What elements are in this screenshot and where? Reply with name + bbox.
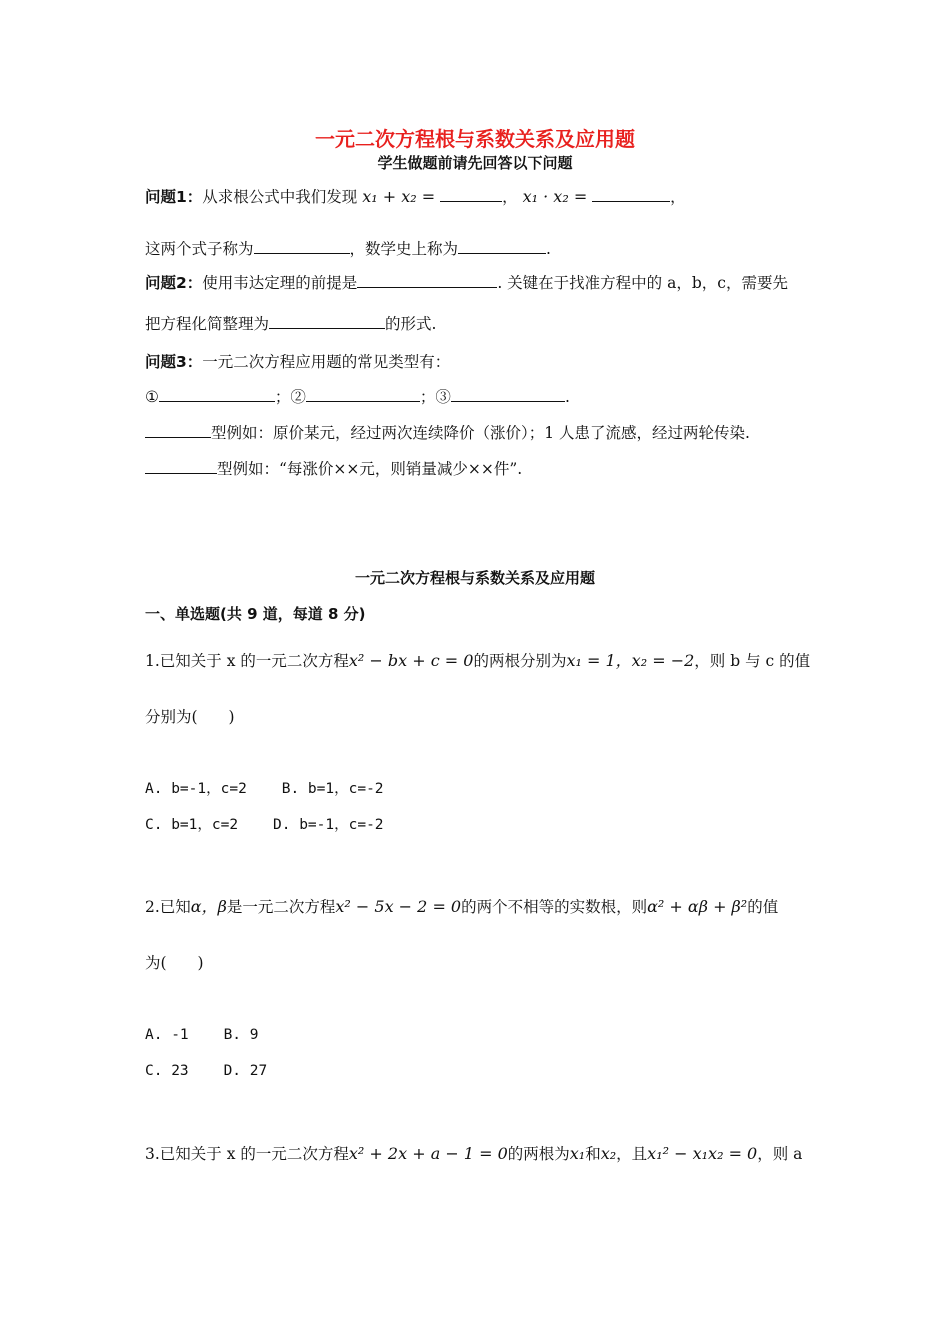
question-2-line-2: [145, 313, 436, 335]
question-3-label: 问题3：: [145, 353, 203, 371]
problem-1-line-2: 分别为( ): [145, 708, 235, 726]
question-2-text: 的形式.: [385, 315, 437, 333]
problem-3-equation: x² + 2x + a − 1 = 0: [348, 1144, 508, 1163]
problem-2-line-1: [145, 896, 778, 918]
problem-2-variables: α，β: [190, 897, 227, 916]
option-d[interactable]: D. 27: [223, 1063, 268, 1079]
question-3-line-1: [145, 351, 450, 373]
blank-type-name-1[interactable]: [145, 423, 211, 438]
option-a[interactable]: A. b=-1，c=2: [145, 781, 247, 797]
option-b[interactable]: B. b=1，c=-2: [281, 781, 384, 797]
problem-2-text: 的两个不相等的实数根，则: [461, 898, 648, 916]
problem-3-condition: x₁² − x₁x₂ = 0: [647, 1144, 758, 1163]
product-expression: x₁ · x₂ =: [522, 187, 588, 206]
period: .: [546, 240, 551, 258]
blank-type-3[interactable]: [451, 387, 565, 402]
circled-1: ①: [145, 388, 159, 406]
root-x2: x₂: [600, 1144, 617, 1163]
blank-sum[interactable]: [440, 187, 502, 202]
problem-1-text: 1.已知关于 x 的一元二次方程: [145, 652, 349, 670]
question-1-line-2: [145, 238, 551, 260]
period: .: [564, 388, 570, 406]
problem-3-text: 和: [585, 1145, 601, 1163]
question-3-choices: [145, 386, 570, 408]
problem-2-expression: α² + αβ + β²: [647, 897, 748, 916]
question-3-text: 一元二次方程应用题的常见类型有：: [202, 353, 451, 371]
blank-premise[interactable]: [357, 273, 497, 288]
question-1-label: 问题1：: [145, 188, 203, 206]
problem-3-line-1: [145, 1143, 802, 1165]
page-subtitle: 学生做题前请先回答以下问题: [377, 154, 573, 172]
page-title: 一元二次方程根与系数关系及应用题: [315, 127, 635, 151]
option-b[interactable]: B. 9: [223, 1027, 259, 1043]
problem-1-roots: x₁ = 1，x₂ = −2: [566, 651, 695, 670]
section-title: 一元二次方程根与系数关系及应用题: [354, 569, 595, 587]
problem-2-equation: x² − 5x − 2 = 0: [335, 897, 462, 916]
problem-2-text: 2.已知: [145, 898, 191, 916]
option-c[interactable]: C. b=1，c=2: [145, 817, 239, 833]
circled-3: ；③: [419, 388, 451, 406]
question-2-text: . 关键在于找准方程中的 a，b，c，需要先: [497, 274, 788, 292]
question-1-text: 从求根公式中我们发现: [202, 188, 358, 206]
comma: ，: [670, 188, 686, 206]
question-3-type-1: [145, 422, 750, 444]
blank-history-name[interactable]: [458, 239, 546, 254]
problem-1-options-row-2: [145, 814, 384, 836]
problem-3-text: 的两根为: [507, 1145, 570, 1163]
circled-2: ；②: [274, 388, 306, 406]
question-3-type-2: [145, 458, 522, 480]
root-x1: x₁: [569, 1144, 586, 1163]
option-a[interactable]: A. -1: [145, 1027, 189, 1043]
problem-2-text: 是一元二次方程: [226, 898, 336, 916]
problem-2-options-row-1: [145, 1024, 259, 1046]
problem-3-text: 3.已知关于 x 的一元二次方程: [145, 1145, 349, 1163]
problem-1-equation: x² − bx + c = 0: [348, 651, 474, 670]
problem-1-options-row-1: [145, 778, 384, 800]
option-d[interactable]: D. b=-1，c=-2: [273, 817, 384, 833]
blank-type-1[interactable]: [159, 387, 275, 402]
type-example-1: 型例如：原价某元，经过两次连续降价（涨价）；1 人患了流感，经过两轮传染.: [211, 424, 750, 442]
problem-2-options-row-2: [145, 1060, 267, 1082]
question-2-line-1: [145, 272, 788, 294]
question-1-text: ，数学史上称为: [349, 240, 459, 258]
section-heading: 一、单选题(共 9 道，每道 8 分): [145, 605, 366, 623]
blank-type-2[interactable]: [306, 387, 420, 402]
blank-formula-name[interactable]: [254, 239, 350, 254]
blank-standard-form[interactable]: [269, 314, 385, 329]
question-1-line-1: [145, 186, 686, 208]
comma: ，: [502, 188, 518, 206]
option-c[interactable]: C. 23: [145, 1063, 189, 1079]
question-2-text: 把方程化简整理为: [145, 315, 270, 333]
problem-1-text: 的两根分别为: [473, 652, 567, 670]
problem-3-text: ，则 a: [757, 1145, 803, 1163]
problem-2-text: 的值: [747, 898, 779, 916]
type-example-2: 型例如：“每涨价××元，则销量减少××件”.: [217, 460, 523, 478]
problem-2-line-2: 为( ): [145, 954, 204, 972]
question-1-text: 这两个式子称为: [145, 240, 254, 258]
question-2-label: 问题2：: [145, 274, 203, 292]
problem-3-text: ，且: [616, 1145, 648, 1163]
problem-1-text: ，则 b 与 c 的值: [694, 652, 811, 670]
question-2-text: 使用韦达定理的前提是: [202, 274, 358, 292]
problem-1-line-1: [145, 650, 810, 672]
blank-product[interactable]: [592, 187, 670, 202]
blank-type-name-2[interactable]: [145, 459, 217, 474]
sum-expression: x₁ + x₂ =: [362, 187, 436, 206]
